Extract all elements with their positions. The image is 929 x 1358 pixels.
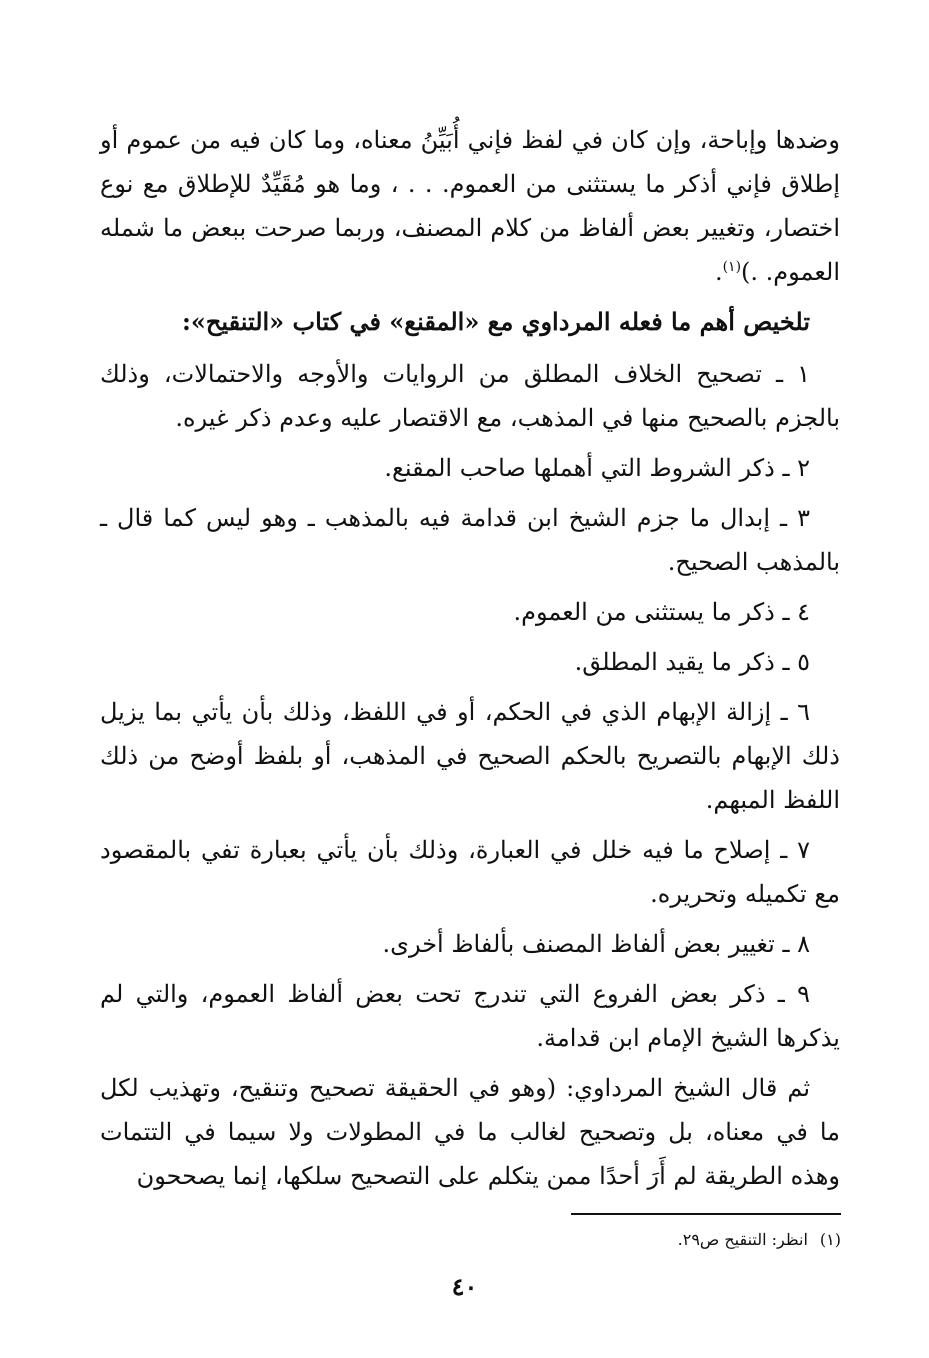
document-body: [100, 118, 840, 1204]
footnote: [678, 1228, 841, 1252]
section-heading: تلخيص أهم ما فعله المرداوي مع «المقنع» في كتاب «التنقيح»:: [181, 307, 810, 336]
list-item-1: ١ ـ تصحيح الخلاف المطلق من الروايات والأوجه والاحتمالات، وذلك بالجزم بالصحيح منها في المذهب، مع الاقتصار عليه وعدم ذكر غيره.: [100, 360, 840, 432]
list-item-9: ٩ ـ ذكر بعض الفروع التي تندرج تحت بعض ألفاظ العموم، والتي لم يذكرها الشيخ الإمام ابن قدامة.: [100, 980, 840, 1052]
intro-end: .: [714, 258, 723, 286]
list-item-4: ٤ ـ ذكر ما يستثنى من العموم.: [513, 598, 810, 626]
list-item-2: ٢ ـ ذكر الشروط التي أهملها صاحب المقنع.: [384, 454, 810, 482]
list-item-6: ٦ ـ إزالة الإبهام الذي في الحكم، أو في اللفظ، وذلك بأن يأتي بما يزيل ذلك الإبهام بالتصريح بالحكم الصحيح في المذهب، أو بلفظ أوضح من ذلك اللفظ المبهم.: [100, 698, 840, 814]
footnote-number: (١): [819, 1230, 841, 1249]
page-number: ٤٠: [451, 1272, 478, 1301]
footnote-text: انظر: التنقيح ص٢٩.: [677, 1230, 808, 1249]
intro-text: وضدها وإباحة، وإن كان في لفظ فإني أُبَيِّنُ معناه، وما كان فيه من عموم أو إطلاق فإني أذكر ما يستثنى من العموم. . . ، وما هو مُقَيِّدٌ للإطلاق مع نوع اختصار، وتغيير بعض ألفاظ من كلام المصنف، وربما صرحت ببعض ما شمله العموم. .): [100, 126, 841, 286]
list-item-7: ٧ ـ إصلاح ما فيه خلل في العبارة، وذلك بأن يأتي بعبارة تفي بالمقصود مع تكميله وتحريره.: [100, 836, 840, 908]
closing-paragraph: ثم قال الشيخ المرداوي: (وهو في الحقيقة تصحيح وتنقيح، وتهذيب لكل ما في معناه، بل وتصحيح لغالب ما في المطولات ولا سيما في التتمات وهذه الطريقة لم أَرَ أحدًا ممن يتكلم على التصحيح سلكها، إنما يصححون: [100, 1074, 840, 1190]
footnote-reference[interactable]: (١): [722, 259, 742, 275]
intro-paragraph: [100, 118, 840, 294]
list-item-5: ٥ ـ ذكر ما يقيد المطلق.: [574, 648, 810, 676]
list-item-8: ٨ ـ تغيير بعض ألفاظ المصنف بألفاظ أخرى.: [382, 930, 810, 958]
list-item-3: ٣ ـ إبدال ما جزم الشيخ ابن قدامة فيه بالمذهب ـ وهو ليس كما قال ـ بالمذهب الصحيح.: [100, 504, 840, 576]
footnote-divider: [571, 1213, 841, 1215]
